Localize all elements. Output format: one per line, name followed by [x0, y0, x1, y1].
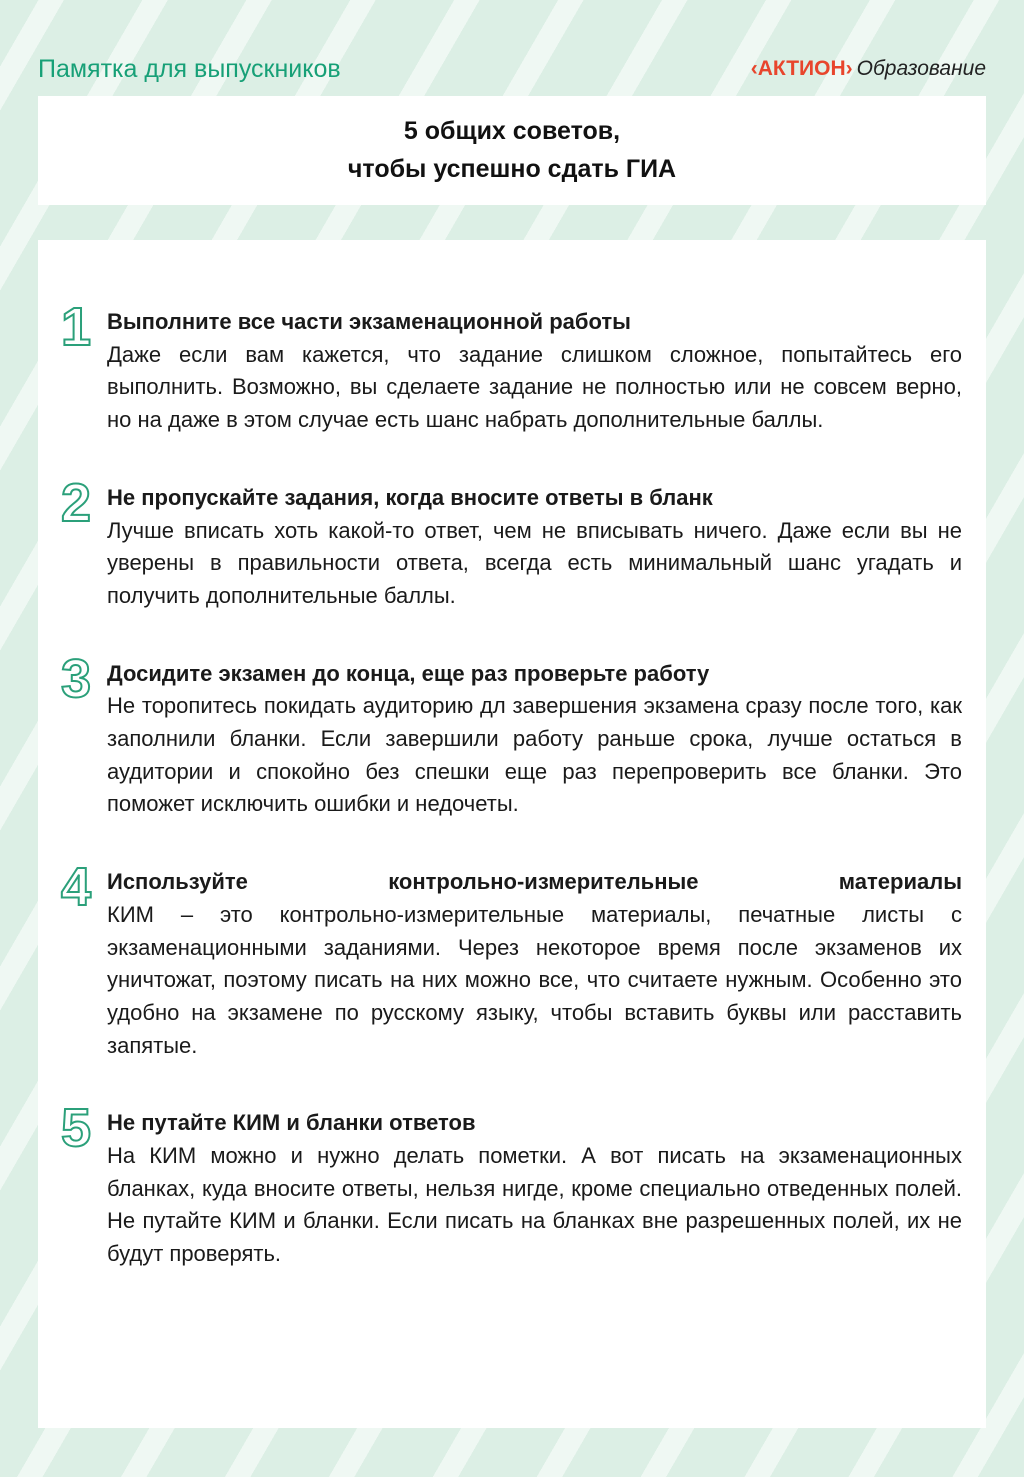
logo — [751, 57, 986, 81]
tip-item — [61, 648, 962, 822]
tips-card — [38, 240, 986, 1428]
tip-number: 4 — [61, 857, 92, 918]
tip-text: КИМ – это контрольно-измерительные материалы, печатные листы с экзаменационными заданиями. Через некоторое время после экзаменов их уничтожат, поэтому писать на них можно все, что считаете нужным. Особенно это удобно на экзамене по русскому языку, чтобы вставить буквы или расставить запятые. — [107, 901, 962, 1058]
tip-text: Не торопитесь покидать аудиторию дл завершения экзамена сразу после того, как заполнили бланки. Если завершили работу раньше срока, лучше остаться в аудитории и спокойно без спешки еще раз перепроверить все бланки. Это поможет исключить ошибки и недочеты. — [107, 693, 962, 817]
tip-heading: Досидите экзамен до конца, еще раз проверьте работу — [107, 660, 710, 686]
main-title-line2: чтобы успешно сдать ГИА — [347, 155, 677, 183]
main-title-box — [38, 96, 986, 205]
tip-number: 1 — [61, 297, 92, 357]
tip-text: Лучше вписать хоть какой-то ответ, чем не вписывать ничего. Даже если вы не уверены в правильности ответа, всегда есть минимальный шанс угадать и получить дополнительные баллы. — [107, 517, 962, 608]
tip-heading: Выполните все части экзаменационной работы — [107, 309, 631, 334]
tip-heading: Не путайте КИМ и бланки ответов — [107, 1110, 476, 1136]
tip-number: 5 — [61, 1098, 92, 1159]
tip-item — [61, 857, 962, 1062]
header-title: Памятка для выпускников — [38, 54, 341, 83]
tip-item — [61, 297, 962, 437]
main-title-line1: 5 общих советов, — [403, 117, 621, 145]
tip-text: На КИМ можно и нужно делать пометки. А вот писать на экзаменационных бланках, куда вносите ответы, нельзя нигде, кроме специально отведенных полей. Не путайте КИМ и бланки. Если писать на бланках вне разрешенных полей, их не будут проверять. — [107, 1143, 962, 1267]
tip-number: 2 — [61, 472, 92, 533]
header — [38, 52, 986, 86]
logo-brand: ‹АКТИОН› — [750, 57, 853, 80]
tip-number: 3 — [61, 648, 92, 709]
logo-sub: Образование — [856, 57, 986, 80]
tip-text: Даже если вам кажется, что задание слишком сложное, попытайтесь его выполнить. Возможно, вы сделаете задание не полностью или не совсем верно, но на даже в этом случае есть шанс набрать дополнительные баллы. — [107, 341, 962, 433]
tip-item — [61, 1098, 962, 1271]
tip-item — [61, 472, 962, 613]
tip-heading: Используйте контрольно-измерительные материалы — [107, 869, 962, 895]
tip-heading: Не пропускайте задания, когда вносите ответы в бланк — [107, 484, 713, 510]
